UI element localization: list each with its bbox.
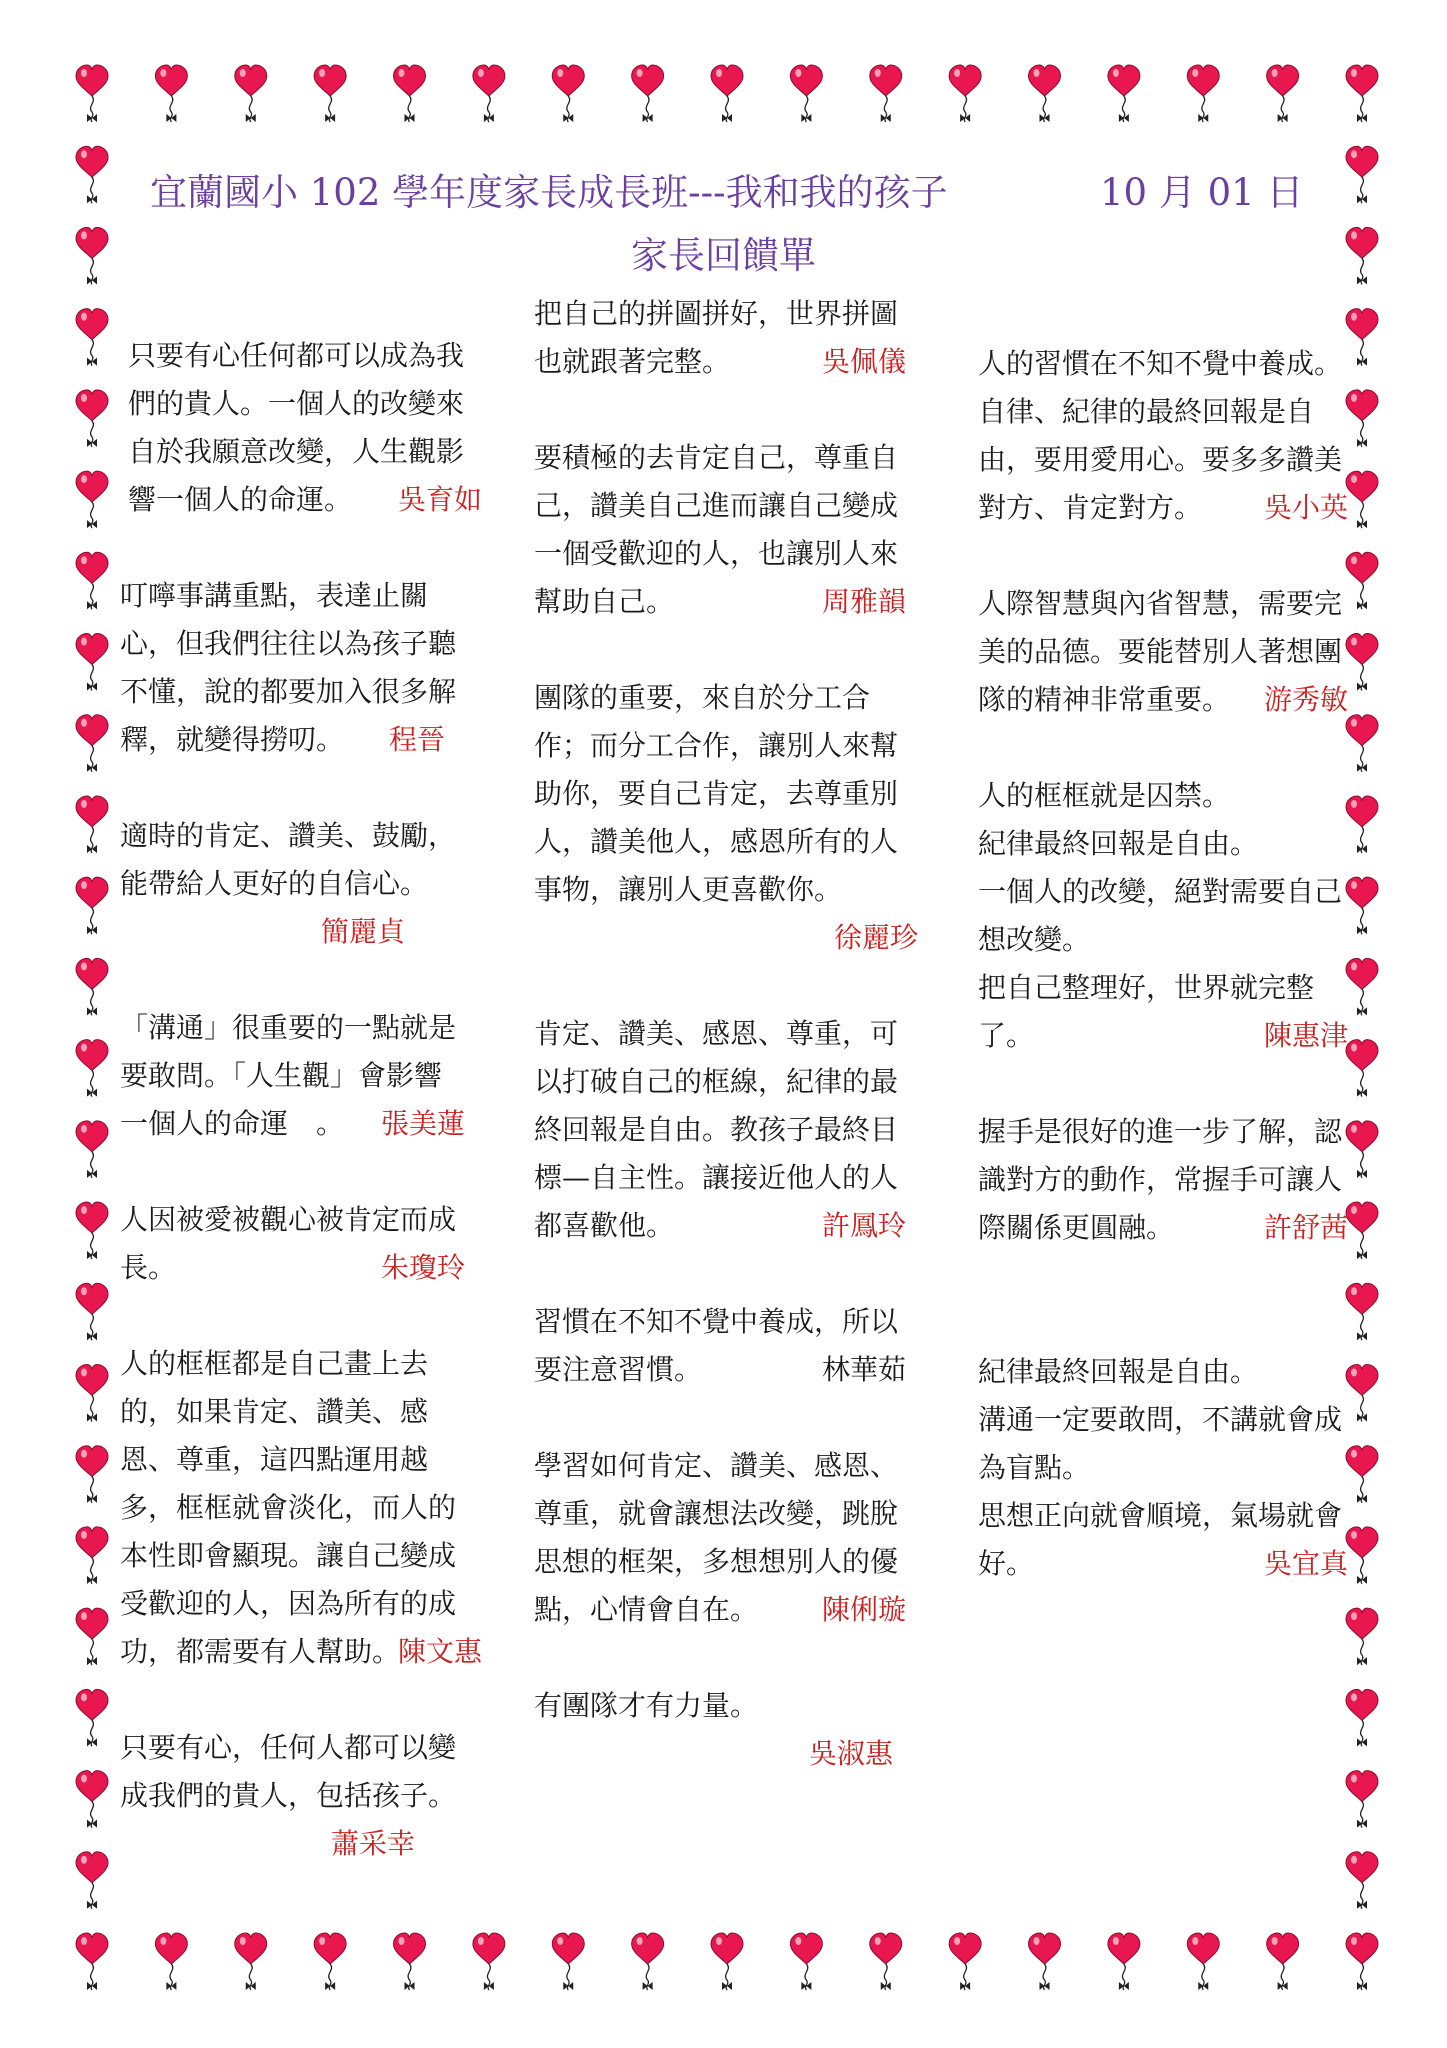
parent-name: 陳俐璇: [821, 1593, 906, 1626]
heart-balloon-icon: [1346, 715, 1378, 772]
parent-name: 吳淑惠: [808, 1737, 893, 1770]
feedback-text: 學習如何肯定、讚美、感恩、尊重，就會讓想法改變，跳脫思想的框架，多想想別人的優點，心情會自在。: [534, 1449, 899, 1626]
feedback-entry: [120, 572, 465, 764]
heart-balloon-icon: [1346, 1771, 1378, 1828]
heart-balloon-icon: [1346, 1446, 1378, 1503]
heart-balloon-icon: [1346, 1202, 1378, 1259]
heart-balloon-icon: [76, 1527, 108, 1584]
feedback-entry: [978, 1108, 1348, 1252]
heart-balloon-icon: [76, 796, 108, 853]
parent-name: 吳佩儀: [821, 345, 906, 378]
heart-balloon-icon: [1346, 1040, 1378, 1097]
heart-balloon-icon: [1346, 1689, 1378, 1746]
feedback-entry: [120, 1004, 465, 1148]
heart-balloon-icon: [76, 146, 108, 203]
feedback-entry: [534, 290, 918, 386]
heart-balloon-icon: [76, 1364, 108, 1421]
heart-balloon-icon: [1267, 1933, 1299, 1990]
heart-balloon-icon: [552, 65, 584, 122]
heart-balloon-icon: [76, 634, 108, 691]
feedback-line: 溝通一定要敢問，不講就會成為盲點。: [978, 1403, 1343, 1484]
parent-name: 簡麗貞: [320, 915, 405, 948]
heart-balloon-icon: [76, 1608, 108, 1665]
subtitle: 家長回饋單: [631, 234, 816, 277]
feedback-entry: [978, 580, 1348, 724]
heart-balloon-icon: [314, 1933, 346, 1990]
heart-balloon-icon: [552, 1933, 584, 1990]
heart-balloon-icon: [1187, 65, 1219, 122]
page-title: [150, 162, 1304, 216]
feedback-text: 人因被愛被觀心被肯定而成長。: [120, 1203, 457, 1284]
feedback-entry: [978, 1348, 1348, 1588]
heart-balloon-icon: [1346, 552, 1378, 609]
heart-balloon-icon: [394, 1933, 426, 1990]
heart-balloon-icon: [76, 1852, 108, 1909]
heart-balloon-icon: [76, 1689, 108, 1746]
feedback-text: 人的習慣在不知不覺中養成。自律、紀律的最終回報是自由，要用愛用心。要多多讚美對方、肯定對方。: [978, 347, 1343, 524]
heart-balloon-icon: [76, 552, 108, 609]
feedback-entry: [534, 1682, 918, 1778]
feedback-text: 人際智慧與內省智慧，需要完美的品德。要能替別人著想團隊的精神非常重要。: [978, 587, 1343, 716]
feedback-text: 團隊的重要，來自於分工合作；而分工合作，讓別人來幫助你，要自己肯定，去尊重別人，讚美他人，感恩所有的人事物，讓別人更喜歡你。: [534, 681, 899, 906]
heart-balloon-icon: [155, 1933, 187, 1990]
heart-balloon-icon: [1346, 1608, 1378, 1665]
feedback-text: 要積極的去肯定自己，尊重自己，讚美自己進而讓自己變成一個受歡迎的人，也讓別人來幫助自己。: [534, 441, 899, 618]
heart-balloon-icon: [155, 65, 187, 122]
feedback-text: 只要有心任何都可以成為我們的貴人。一個人的改變來自於我願意改變，人生觀影響一個人的命運。: [128, 339, 465, 516]
feedback-text: 人的框框都是自己畫上去的，如果肯定、讚美、感恩、尊重，這四點運用越多，框框就會淡化，而人的本性即會顯現。讓自己變成受歡迎的人，因為所有的成功，都需要有人幫助。: [120, 1347, 457, 1668]
feedback-text: 把自己的拼圖拼好，世界拼圖也就跟著完整。: [534, 297, 899, 378]
feedback-text: 只要有心，任何人都可以變成我們的貴人，包括孩子。: [120, 1731, 457, 1812]
feedback-line: 紀律最終回報是自由。: [978, 1355, 1259, 1388]
heart-balloon-icon: [76, 471, 108, 528]
heart-balloon-icon: [1346, 1933, 1378, 1990]
feedback-entry: [120, 1340, 482, 1676]
heart-balloon-icon: [76, 1121, 108, 1178]
feedback-text: 肯定、讚美、感恩、尊重，可以打破自己的框線，紀律的最終回報是自由。教孩子最終目標—自主性。讓接近他人的人都喜歡他。: [534, 1017, 899, 1242]
feedback-entry: [120, 332, 482, 524]
heart-balloon-icon: [76, 390, 108, 447]
heart-balloon-icon: [790, 65, 822, 122]
heart-balloon-icon: [949, 1933, 981, 1990]
heart-balloon-icon: [76, 715, 108, 772]
heart-balloon-icon: [1187, 1933, 1219, 1990]
heart-balloon-icon: [1346, 471, 1378, 528]
parent-name: 許鳳玲: [821, 1209, 906, 1242]
heart-balloon-icon: [314, 65, 346, 122]
feedback-entry: [120, 812, 465, 956]
heart-balloon-icon: [473, 1933, 505, 1990]
parent-name: 吳宜真: [1263, 1547, 1348, 1580]
parent-name: 游秀敏: [1263, 683, 1348, 716]
feedback-text: 習慣在不知不覺中養成，所以要注意習慣。: [534, 1305, 899, 1386]
parent-name: 徐麗珍: [833, 921, 918, 954]
feedback-text: 「溝通」很重要的一點就是要敢問。「人生觀」會影響一個人的命運 。: [120, 1011, 457, 1140]
feedback-entry: [120, 1196, 465, 1292]
heart-balloon-icon: [711, 65, 743, 122]
heart-balloon-icon: [76, 1446, 108, 1503]
heart-balloon-icon: [1346, 958, 1378, 1015]
heart-balloon-icon: [1029, 1933, 1061, 1990]
heart-balloon-icon: [1346, 65, 1378, 122]
parent-name: 吳小英: [1263, 491, 1348, 524]
feedback-text: 叮嚀事講重點，表達止關心，但我們往往以為孩子聽不懂，說的都要加入很多解釋，就變得撈叨。: [120, 579, 457, 756]
feedback-entry: [534, 1010, 918, 1250]
heart-balloon-icon: [473, 65, 505, 122]
heart-balloon-icon: [1346, 146, 1378, 203]
feedback-entry: [534, 674, 918, 962]
heart-balloon-icon: [632, 1933, 664, 1990]
heart-balloon-icon: [632, 65, 664, 122]
title-text: 宜蘭國小 102 學年度家長成長班---我和我的孩子: [150, 171, 948, 214]
feedback-entry: [978, 772, 1348, 1060]
parent-name: 周雅韻: [821, 585, 906, 618]
heart-balloon-icon: [76, 1933, 108, 1990]
feedback-entry: [978, 340, 1348, 532]
parent-name: 朱瓊玲: [380, 1251, 465, 1284]
heart-balloon-icon: [76, 65, 108, 122]
heart-balloon-icon: [1267, 65, 1299, 122]
heart-balloon-icon: [1346, 1121, 1378, 1178]
feedback-line: 人的框框就是囚禁。: [978, 779, 1231, 812]
heart-balloon-icon: [394, 65, 426, 122]
heart-balloon-icon: [711, 1933, 743, 1990]
heart-balloon-icon: [790, 1933, 822, 1990]
feedback-line: 把自己整理好，世界就完整了。: [978, 971, 1315, 1052]
feedback-entry: [534, 1298, 918, 1394]
heart-balloon-icon: [870, 1933, 902, 1990]
parent-name: 蕭采幸: [330, 1827, 415, 1860]
heart-balloon-icon: [76, 877, 108, 934]
feedback-column-1: [120, 332, 482, 1868]
feedback-entry: [534, 1442, 918, 1634]
heart-balloon-icon: [76, 1040, 108, 1097]
feedback-column-3: [978, 340, 1348, 1588]
heart-balloon-icon: [1346, 1527, 1378, 1584]
feedback-line: 一個人的改變，絕對需要自己想改變。: [978, 875, 1343, 956]
heart-balloon-icon: [949, 65, 981, 122]
feedback-line: 紀律最終回報是自由。: [978, 827, 1259, 860]
parent-name: 吳育如: [397, 483, 482, 516]
parent-name: 陳惠津: [1263, 1019, 1348, 1052]
heart-balloon-icon: [76, 958, 108, 1015]
date-label: 10 月 01 日: [1100, 171, 1304, 214]
heart-balloon-icon: [76, 309, 108, 366]
heart-balloon-icon: [1029, 65, 1061, 122]
parent-name: 張美蓮: [380, 1107, 465, 1140]
parent-name: 陳文惠: [397, 1635, 482, 1668]
feedback-entry: [534, 434, 918, 626]
heart-balloon-icon: [1108, 1933, 1140, 1990]
heart-balloon-icon: [76, 1283, 108, 1340]
feedback-text: 有團隊才有力量。: [534, 1689, 759, 1722]
heart-balloon-icon: [235, 65, 267, 122]
heart-balloon-icon: [1346, 1364, 1378, 1421]
feedback-entry: [120, 1724, 465, 1868]
heart-balloon-icon: [1346, 796, 1378, 853]
heart-balloon-icon: [1346, 634, 1378, 691]
heart-balloon-icon: [1346, 309, 1378, 366]
heart-balloon-icon: [1108, 65, 1140, 122]
heart-balloon-icon: [1346, 1283, 1378, 1340]
heart-balloon-icon: [235, 1933, 267, 1990]
heart-balloon-icon: [76, 1771, 108, 1828]
feedback-line: 思想正向就會順境，氣場就會好。: [978, 1499, 1343, 1580]
feedback-column-2: [534, 290, 918, 1778]
heart-balloon-icon: [76, 1202, 108, 1259]
heart-balloon-icon: [1346, 390, 1378, 447]
heart-balloon-icon: [1346, 877, 1378, 934]
feedback-text: 握手是很好的進一步了解，認識對方的動作，常握手可讓人際關係更圓融。: [978, 1115, 1343, 1244]
feedback-text: 適時的肯定、讚美、鼓勵，能帶給人更好的自信心。: [120, 819, 457, 900]
parent-name: 林華茹: [821, 1353, 906, 1386]
parent-name: 許舒茜: [1263, 1211, 1348, 1244]
parent-name: 程晉: [388, 723, 445, 756]
heart-balloon-icon: [1346, 1852, 1378, 1909]
heart-balloon-icon: [870, 65, 902, 122]
